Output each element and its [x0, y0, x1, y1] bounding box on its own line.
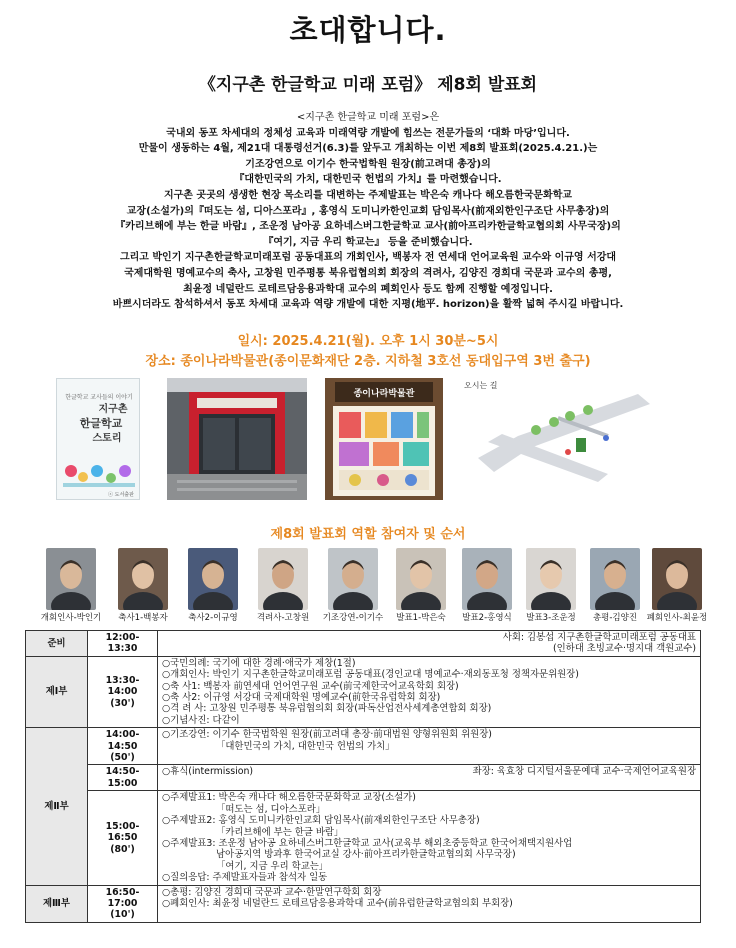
portrait-photo: [396, 548, 446, 610]
directions-map: [458, 378, 658, 500]
program-item: ○격 려 사: 고창원 민주평통 북유럽협의회 회장(파독산업전사세계총연합회 회장): [162, 703, 492, 715]
book-title-line-2: 한글학교: [79, 417, 123, 430]
intro-line: 『카리브해에 부는 한글 바람』, 조운정 남아공 요하네스버그한글학교 교사(前아프리카한글학교협의회 사무국장)의: [115, 221, 621, 233]
participants-heading: 제8회 발표회 역할 참여자 및 순서: [270, 527, 466, 542]
program-items: [158, 885, 701, 922]
event-date: 일시: 2025.4.21(월). 오후 1시 30분~5시: [237, 334, 499, 349]
map-label: 오시는 길: [464, 381, 498, 390]
participant-card: [180, 545, 246, 629]
program-item: ○국민의례: 국기에 대한 경례·애국가 제창(1절): [162, 657, 356, 669]
participant-card: [250, 545, 316, 629]
book-title-line-3: 스토리: [92, 433, 122, 444]
program-item: ○축 사2: 이규영 서강대 국제대학원 명예교수(前한국유럽학회 회장): [162, 692, 441, 704]
book-title-line-1: 지구촌: [98, 404, 128, 415]
program-item: ○총평: 김양진 경희대 국문과 교수·한말연구학회 회장: [162, 886, 382, 898]
table-row: [26, 631, 701, 657]
program-item: ○주제발표2: 홍영식 도미니카한인교회 담임목사(前재외한인구조단 사무총장): [162, 815, 480, 827]
participant-caption: 발표1-박은숙: [396, 613, 446, 623]
program-item: ○질의응답: 주제발표자들과 참석자 일동: [162, 872, 328, 884]
participant-caption: 축사1-백봉자: [118, 613, 168, 623]
intro-line: 그리고 박인기 지구촌한글학교미래포럼 공동대표의 개회인사, 백봉자 전 연세대 언어교육원 교수와 이규영 서강대: [119, 252, 617, 264]
time-cell: 12:00-13:30: [88, 631, 158, 657]
break-label: ○휴식(intermission): [162, 766, 254, 778]
participant-caption: 총평-김양진: [592, 613, 638, 623]
participant-card: [38, 545, 104, 629]
portrait-photo: [462, 548, 512, 610]
program-items: [158, 728, 701, 765]
participant-caption: 개회인사-박인기: [40, 613, 102, 623]
program-item-title: 「여기, 지금 우리 학교는」: [216, 860, 329, 872]
participant-card: [388, 545, 454, 629]
museum-entrance-board-photo: [325, 378, 443, 500]
duration: (50'): [110, 752, 135, 764]
participant-caption: 격려사-고창원: [256, 613, 310, 623]
program-item: ○폐회인사: 최윤정 네덜란드 로테르담응용과학대 교수(前유럽한글학교협의회 부회장): [162, 897, 513, 909]
program-item: ○기조강연: 이기수 한국법학원 원장(前고려대 총장·前대법원 양형위원회 위원장): [162, 729, 492, 741]
duration: (10'): [110, 909, 135, 921]
museum-building-photo: [167, 378, 307, 500]
intro-line: 바쁘시더라도 참석하셔서 동포 차세대 교육과 역량 개발에 대한 지평(地平. horizon)을 활짝 넓혀 주시길 바랍니다.: [112, 299, 624, 311]
participant-caption: 기조강연-이기수: [322, 613, 384, 623]
participant-caption: 축사2-이규영: [188, 613, 238, 623]
time-cell: [88, 728, 158, 765]
book-publisher: ⓢ 도서출판: [108, 492, 134, 498]
portrait-photo: [46, 548, 96, 610]
portrait-photo: [328, 548, 378, 610]
time-cell: [88, 885, 158, 922]
time-range: 13:30-14:00: [105, 674, 140, 698]
event-subtitle: 《지구촌 한글학교 미래 포럼》 제8회 발표회: [198, 75, 538, 95]
intro-line: 『대한민국의 가치, 대한민국 헌법의 가치』를 마련했습니다.: [234, 174, 502, 186]
portrait-photo: [258, 548, 308, 610]
program-item: ○개회인사: 박인기 지구촌한글학교미래포럼 공동대표(경인교대 명예교수·재외동포청 정책자문위원장): [162, 669, 579, 681]
program-item-title: 「카리브해에 부는 한글 바람」: [216, 826, 344, 838]
program-item: ○주제발표1: 박은숙 캐나다 해오름한국문화학교 교장(소설가): [162, 792, 416, 804]
program-item: ○축 사1: 백봉자 前연세대 언어연구원 교수(前국제한국어교육학회 회장): [162, 680, 459, 692]
book-top-text: 한글학교 교사들의 이야기: [65, 394, 133, 401]
program-item: ○주제발표3: 조운정 남아공 요하네스버그한글학교 교사(교육부 해외초중등학교 한국어채택지원사업: [162, 837, 573, 849]
event-place: 장소: 종이나라박물관(종이문화재단 2층. 지하철 3호선 동대입구역 3번 출구): [145, 354, 591, 369]
portrait-photo: [652, 548, 702, 610]
intro-line: 국제대학원 명예교수의 축사, 고창원 민주평통 북유럽협의회 회장의 격려사, 김양진 경희대 국문과 교수의 총평,: [124, 267, 612, 279]
intro-line: 기조강연으로 이기수 한국법학원 원장(前고려대 총장)의: [245, 158, 491, 170]
participant-card: [320, 545, 386, 629]
program-item-title: 「대한민국의 가치, 대한민국 헌법의 가치」: [216, 740, 395, 752]
portrait-photo: [526, 548, 576, 610]
time-range: 15:00-16:50: [105, 820, 140, 844]
table-row: [26, 765, 701, 791]
program-item: ○기념사진: 다같이: [162, 714, 240, 726]
invitation-title: 초대합니다.: [289, 13, 447, 47]
time-cell: [88, 656, 158, 727]
table-row: [26, 728, 701, 765]
program-items: [158, 791, 701, 885]
host-affiliation: (인하대 초빙교수·명지대 객원교수): [552, 643, 696, 655]
portrait-photo: [590, 548, 640, 610]
program-item-continued: 남아공지역 방과후 한국어교실 강사·前아프리카한글학교협의회 사무국장): [216, 849, 516, 861]
intro-line: 만물이 생동하는 4월, 제21대 대통령선거(6.3)를 앞두고 개최하는 이번 제8회 발표회(2025.4.21.)는: [138, 143, 598, 155]
participant-caption: 폐회인사-최윤정: [646, 613, 708, 623]
event-schedule: [0, 332, 736, 372]
portrait-photo: [188, 548, 238, 610]
table-row: [26, 791, 701, 885]
duration: (80'): [110, 843, 135, 855]
segment-label: 제Ⅱ부: [26, 728, 88, 885]
table-row: [26, 885, 701, 922]
intro-line: <지구촌 한글학교 미래 포럼>은: [296, 112, 440, 123]
intro-line: 국내외 동포 차세대의 정체성 교육과 미래역량 개발에 힘쓰는 전문가들의 ‘대화 마당’입니다.: [166, 127, 570, 139]
book-cover-image: [56, 378, 140, 500]
participant-caption: 발표2-홍영식: [462, 613, 512, 623]
intro-line: 『여기, 지금 우리 학교는』 등을 준비했습니다.: [263, 236, 473, 248]
program-item-title: 「떠도는 섬, 디아스포라」: [216, 803, 326, 815]
participants-row: [38, 545, 708, 629]
time-range: 16:50-17:00: [105, 886, 140, 909]
intro-line: 교장(소설가)의『떠도는 섬, 디아스포라』, 홍영식 도미니카한인교회 담임목사(前재외한인구조단 사무총장)의: [126, 205, 610, 217]
program-table: [25, 630, 701, 923]
time-range: 14:00-14:50: [105, 729, 140, 752]
time-cell: [88, 791, 158, 885]
program-items: [158, 656, 701, 727]
participant-caption: 발표3-조운정: [526, 613, 576, 623]
host-text: 사회: 김봉섭 지구촌한글학교미래포럼 공동대표: [502, 632, 696, 643]
time-cell: 14:50-15:00: [88, 765, 158, 791]
segment-label: 준비: [26, 631, 88, 657]
intro-line: 최윤정 네덜란드 로테르담응용과학대 교수의 폐회인사 등도 함께 진행할 예정입니다.: [183, 283, 553, 295]
intro-paragraph: [20, 110, 716, 313]
segment-label: 제Ⅰ부: [26, 656, 88, 727]
table-row: [26, 656, 701, 727]
participant-card: [644, 545, 710, 629]
intro-line: 지구촌 곳곳의 생생한 현장 목소리를 대변하는 주제발표는 박은숙 캐나다 해오름한국문화학교: [163, 189, 573, 201]
host-cell: [158, 631, 701, 657]
break-row: [158, 765, 701, 791]
segment-label: 제Ⅲ부: [26, 885, 88, 922]
board-sign-text: 종이나라박물관: [353, 389, 415, 399]
moderator-text: 좌장: 육효창 디지털서울문예대 교수·국제언어교육원장: [472, 766, 696, 778]
duration: (30'): [110, 697, 135, 709]
portrait-photo: [118, 548, 168, 610]
participant-card: [110, 545, 176, 629]
